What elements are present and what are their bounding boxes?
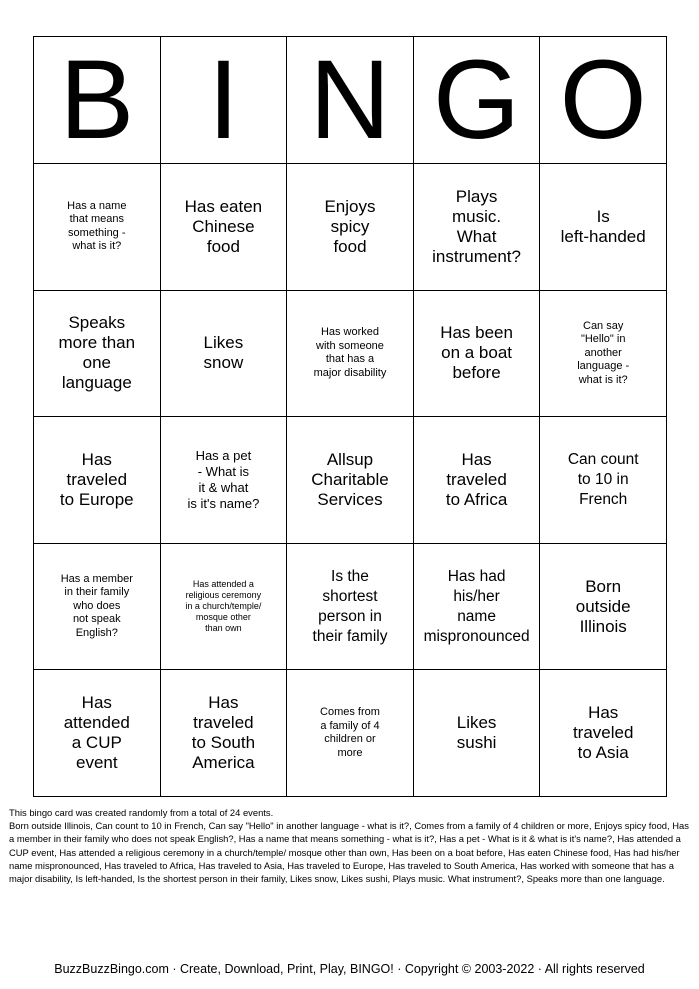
bingo-cell: Enjoys spicy food bbox=[287, 164, 414, 291]
bingo-row bbox=[34, 543, 667, 670]
bingo-cell: Has been on a boat before bbox=[413, 290, 540, 417]
bingo-cell: Has traveled to Europe bbox=[34, 417, 161, 544]
bingo-cell: Has traveled to South America bbox=[160, 670, 287, 797]
header-letter-n: N bbox=[287, 37, 414, 164]
bingo-cell: Has traveled to Africa bbox=[413, 417, 540, 544]
description-summary: This bingo card was created randomly from a total of 24 events. bbox=[9, 807, 274, 818]
bingo-card bbox=[33, 36, 667, 797]
bingo-cell: Is left-handed bbox=[540, 164, 667, 291]
bingo-cell: Has had his/her name mispronounced bbox=[413, 543, 540, 670]
bingo-cell: Born outside Illinois bbox=[540, 543, 667, 670]
bingo-cell: Is the shortest person in their family bbox=[287, 543, 414, 670]
bingo-cell: Has a name that means something - what is it? bbox=[34, 164, 161, 291]
header-letter-o: O bbox=[540, 37, 667, 164]
bingo-cell: Plays music. What instrument? bbox=[413, 164, 540, 291]
bingo-row bbox=[34, 670, 667, 797]
bingo-cell: Likes sushi bbox=[413, 670, 540, 797]
bingo-cell: Has a pet - What is it & what is it's name? bbox=[160, 417, 287, 544]
page-footer: BuzzBuzzBingo.com · Create, Download, Print, Play, BINGO! · Copyright © 2003-2022 · All rights reserved bbox=[54, 962, 645, 976]
card-description bbox=[9, 806, 689, 885]
bingo-cell: Has a member in their family who does not speak English? bbox=[34, 543, 161, 670]
bingo-cell: Comes from a family of 4 children or more bbox=[287, 670, 414, 797]
bingo-row bbox=[34, 290, 667, 417]
bingo-cell: Has eaten Chinese food bbox=[160, 164, 287, 291]
bingo-cell: Can count to 10 in French bbox=[540, 417, 667, 544]
bingo-cell-free-space: Allsup Charitable Services bbox=[287, 417, 414, 544]
description-events-list: Born outside Illinois, Can count to 10 in French, Can say "Hello" in another language - what is it?, Comes from a family of 4 children or more, Enjoys spicy food, Has a member in their family who does not speak English?, Has a name that means something - what is it?, Has a pet - What is it & what is it's name?, Has attended a CUP event, Has attended a religious ceremony in a church/temple/ mosque other than own, Has been on a boat before, Has eaten Chinese food, Has had his/her name mispronounced, Has traveled to Africa, Has traveled to Asia, Has traveled to Europe, Has traveled to South America, Has worked with someone that has a major disability, Is left-handed, Is the shortest person in their family, Likes snow, Likes sushi, Plays music. What instrument?, Speaks more than one language. bbox=[9, 820, 689, 885]
bingo-cell: Has worked with someone that has a major disability bbox=[287, 290, 414, 417]
bingo-cell: Has attended a religious ceremony in a church/temple/ mosque other than own bbox=[160, 543, 287, 670]
bingo-cell: Has traveled to Asia bbox=[540, 670, 667, 797]
header-letter-g: G bbox=[413, 37, 540, 164]
bingo-cell: Speaks more than one language bbox=[34, 290, 161, 417]
bingo-row bbox=[34, 164, 667, 291]
bingo-row bbox=[34, 417, 667, 544]
header-letter-i: I bbox=[160, 37, 287, 164]
bingo-cell: Has attended a CUP event bbox=[34, 670, 161, 797]
bingo-cell: Can say "Hello" in another language - what is it? bbox=[540, 290, 667, 417]
header-letter-b: B bbox=[34, 37, 161, 164]
bingo-header-row bbox=[34, 37, 667, 164]
bingo-cell: Likes snow bbox=[160, 290, 287, 417]
